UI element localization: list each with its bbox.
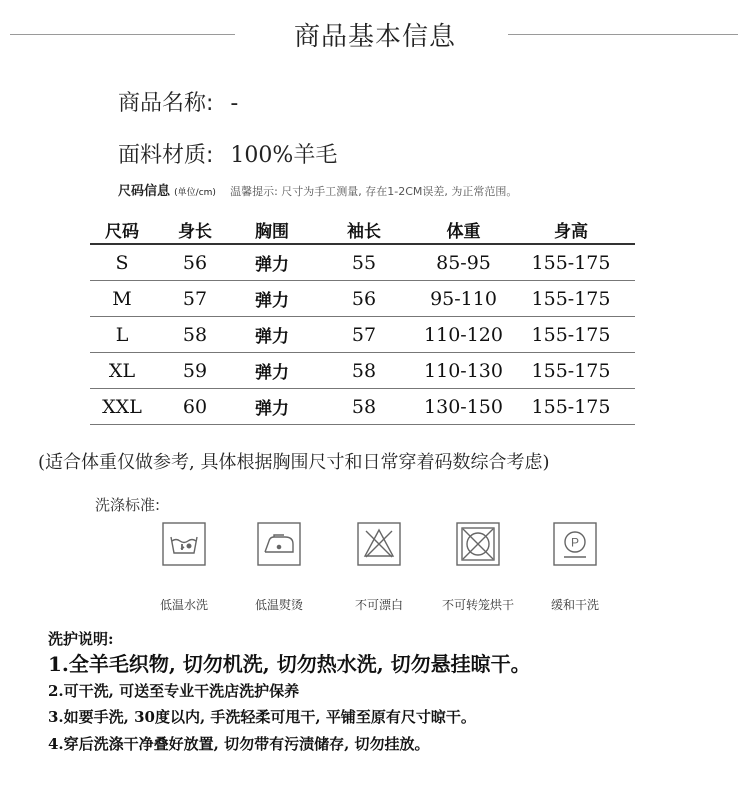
cell: 110-130 [420,353,507,389]
weight-remark: (适合体重仅做参考, 具体根据胸围尺寸和日常穿着码数综合考虑) [38,452,550,473]
gentle-dry-clean-icon [553,522,597,566]
size-info-note: 温馨提示: 尺寸为手工测量, 存在1-2CM误差, 为正常范围。 [230,185,518,198]
size-info-title: 尺码信息 [118,184,171,199]
product-name-value: - [230,91,239,116]
cell: 85-95 [420,244,507,281]
col-header: 身长 [154,215,236,244]
cell: L [90,317,154,353]
cell: XL [90,353,154,389]
care-line: 4.穿后洗涤干净叠好放置, 切勿带有污渍储存, 切勿挂放。 [48,735,430,753]
cell: 弹力 [236,389,308,425]
cell: 弹力 [236,281,308,317]
table-row [90,317,635,353]
svg-text:P: P [570,535,580,550]
cell: XXL [90,389,154,425]
cell: 弹力 [236,353,308,389]
washing-label: 洗涤标准: [95,496,161,514]
size-table [90,215,635,425]
cell: 95-110 [420,281,507,317]
care-line: 1.全羊毛织物, 切勿机洗, 切勿热水洗, 切勿悬挂晾干。 [48,652,531,676]
col-header: 胸围 [236,215,308,244]
product-name-label: 商品名称: [118,91,214,116]
cell: 60 [154,389,236,425]
size-table-header-row [90,215,635,244]
low-temp-iron-icon [257,522,301,566]
cell: 57 [308,317,420,353]
col-header: 体重 [420,215,507,244]
cell: 58 [154,317,236,353]
cell: 155-175 [507,353,635,389]
cell: 55 [308,244,420,281]
cell: 58 [308,353,420,389]
cell: 56 [308,281,420,317]
cell: M [90,281,154,317]
cell: 130-150 [420,389,507,425]
cell: 110-120 [420,317,507,353]
table-row [90,389,635,425]
fabric-row [118,138,337,169]
cell: 155-175 [507,244,635,281]
icon-caption: 不可漂白 [354,598,403,612]
table-row [90,281,635,317]
table-row [90,244,635,281]
fabric-value: 100%羊毛 [230,143,338,168]
icon-caption: 缓和干洗 [550,598,599,612]
cell: 155-175 [507,389,635,425]
size-info-header [118,180,517,199]
cell: 59 [154,353,236,389]
no-tumble-dry-icon [456,522,500,566]
no-bleach-icon [357,522,401,566]
cell: 56 [154,244,236,281]
size-info-unit: (单位/cm) [174,188,216,198]
low-temp-wash-icon [162,522,206,566]
fabric-label: 面料材质: [118,143,214,168]
product-name-row [118,86,238,117]
col-header: 身高 [507,215,635,244]
cell: 弹力 [236,244,308,281]
page-title: 商品基本信息 [293,22,456,52]
col-header: 尺码 [90,215,154,244]
care-line: 3.如要手洗, 30度以内, 手洗轻柔可甩干, 平铺至原有尺寸晾干。 [48,708,476,726]
cell: S [90,244,154,281]
icon-caption: 不可转笼烘干 [441,598,514,612]
cell: 57 [154,281,236,317]
care-title: 洗护说明: [48,630,114,648]
col-header: 袖长 [308,215,420,244]
cell: 弹力 [236,317,308,353]
icon-caption: 低温熨烫 [254,598,303,612]
table-row [90,353,635,389]
cell: 155-175 [507,281,635,317]
cell: 155-175 [507,317,635,353]
care-line: 2.可干洗, 可送至专业干洗店洗护保养 [48,682,300,700]
icon-caption: 低温水洗 [159,598,208,612]
cell: 58 [308,389,420,425]
